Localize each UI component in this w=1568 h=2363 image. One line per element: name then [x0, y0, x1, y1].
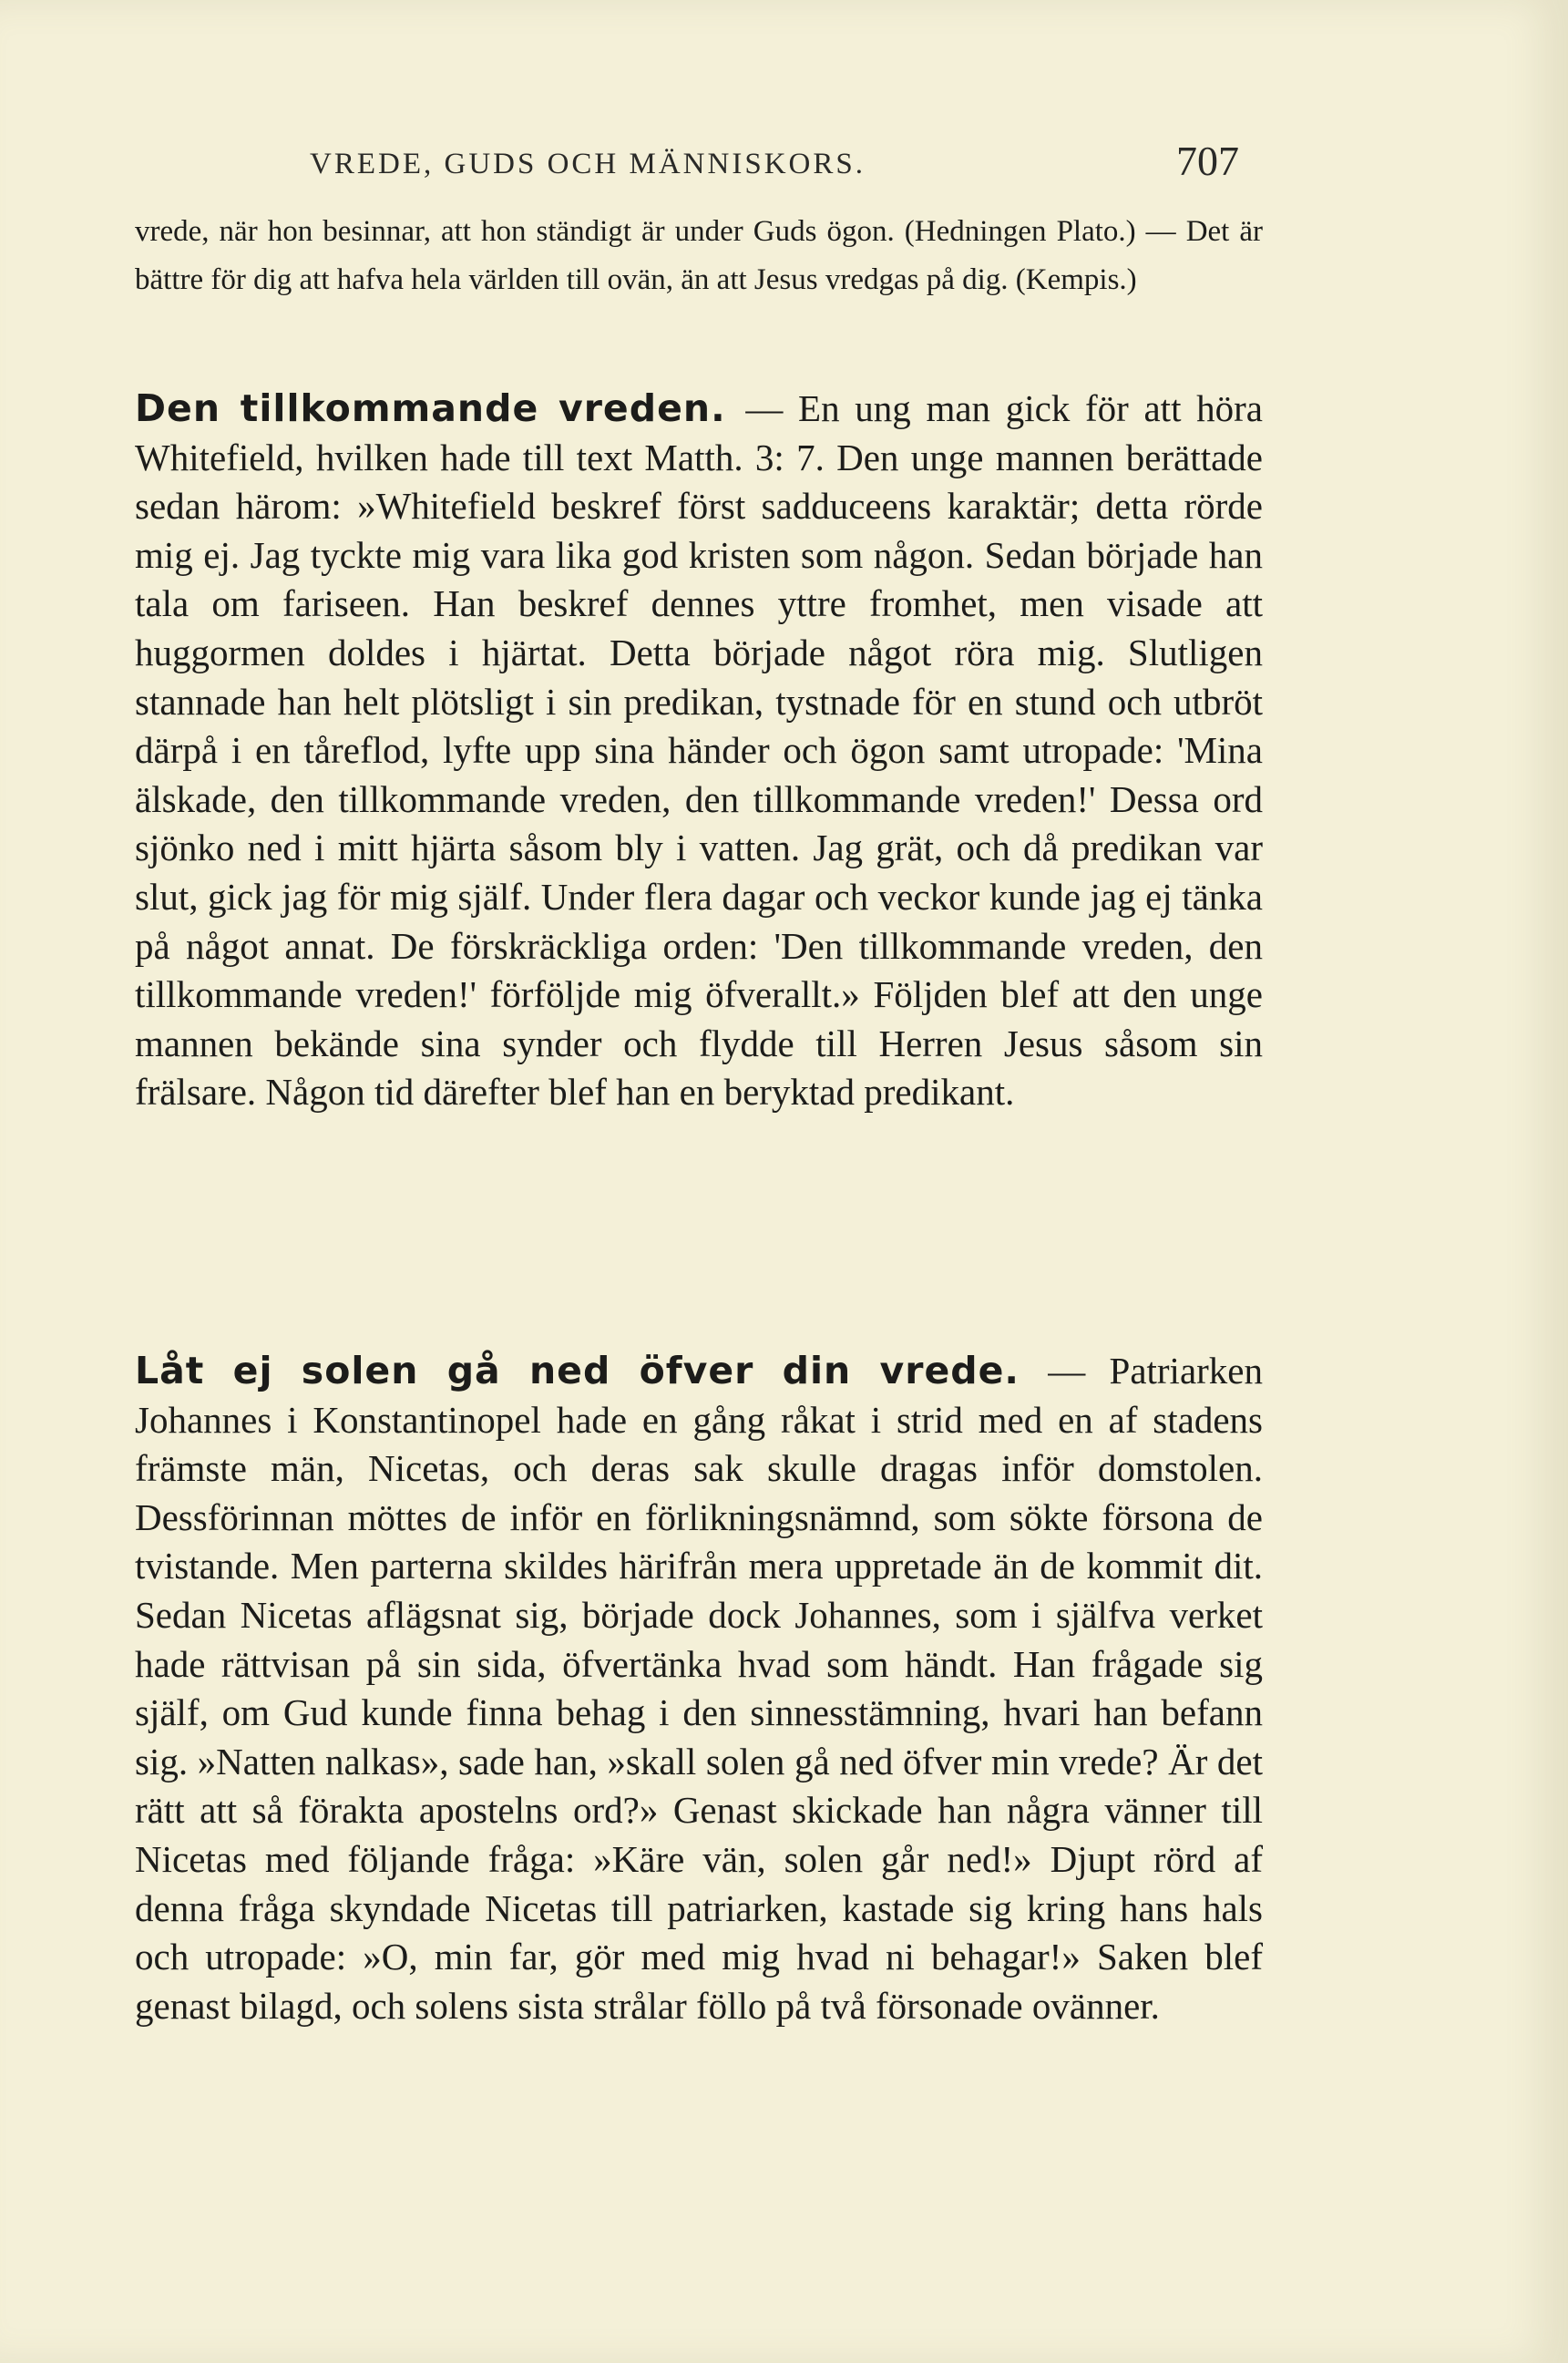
section-lat-ej-solen — [135, 1347, 1263, 2030]
section-den-tillkommande-vreden — [135, 385, 1263, 1117]
intro-paragraph: vrede, när hon besinnar, att hon ständigt är under Guds ögon. (Hedningen Plato.) — Det är bättre för dig att hafva hela världen till ovän, än att Jesus vredgas på dig. (Kempis.) — [135, 215, 1263, 296]
section-body: — Patriarken Johannes i Konstantinopel hade en gång råkat i strid med en af stadens främste män, Nicetas, och deras sak skulle dragas inför domstolen. Dessförinnan möttes de inför en förlikningsnämnd, som sökte försona de tvistande. Men parterna skildes härifrån mera uppretade än de kommit dit. Sedan Nicetas aflägsnat sig, började dock Johannes, som i själfva verket hade rättvisan på sin sida, öfvertänka hvad som händt. Han frågade sig själf, om Gud kunde finna behag i den sinnesstämning, hvari han befann sig. »Natten nalkas», sade han, »skall solen gå ned öfver min vrede? Är det rätt att så förakta apostelns ord?» Genast skickade han några vänner till Nicetas med följande fråga: »Käre vän, solen går ned!» Djupt rörd af denna fråga skyndade Nicetas till patriarken, kastade sig kring hans hals och utropade: »O, min far, gör med mig hvad ni behagar!» Saken blef genast bilagd, och solens sista strålar föllo på två försonade ovänner. — [135, 1350, 1263, 2027]
section-heading: Den tillkommande vreden. — [135, 386, 746, 430]
page-number: 707 — [1176, 138, 1239, 184]
section-heading: Låt ej solen gå ned öfver din vrede. — [135, 1349, 1049, 1392]
section-body: — En ung man gick för att höra Whitefield, hvilken hade till text Matth. 3: 7. Den unge mannen berättade sedan härom: »Whitefield beskref först sadduceens karaktär; detta rörde mig ej. Jag tyckte mig vara lika god kristen som någon. Sedan började han tala om fariseen. Han beskref dennes yttre fromhet, men visade att huggormen doldes i hjärtat. Detta började något röra mig. Slutligen stannade han helt plötsligt i sin predikan, tystnade för en stund och utbröt därpå i en tåreflod, lyfte upp sina händer och ögon samt utropade: 'Mina älskade, den tillkommande vreden, den tillkommande vreden!' Dessa ord sjönko ned i mitt hjärta såsom bly i vatten. Jag grät, och då predikan var slut, gick jag för mig själf. Under flera dagar och veckor kunde jag ej tänka på något annat. De förskräckliga orden: 'Den tillkommande vreden, den tillkommande vreden!' förföljde mig öfverallt.» Följden blef att den unge mannen bekände sina synder och flydde till Herren Jesus såsom sin frälsare. Någon tid därefter blef han en beryktad predikant. — [135, 387, 1263, 1114]
running-title: VREDE, GUDS OCH MÄNNISKORS. — [310, 148, 866, 180]
page-header — [137, 137, 1276, 191]
